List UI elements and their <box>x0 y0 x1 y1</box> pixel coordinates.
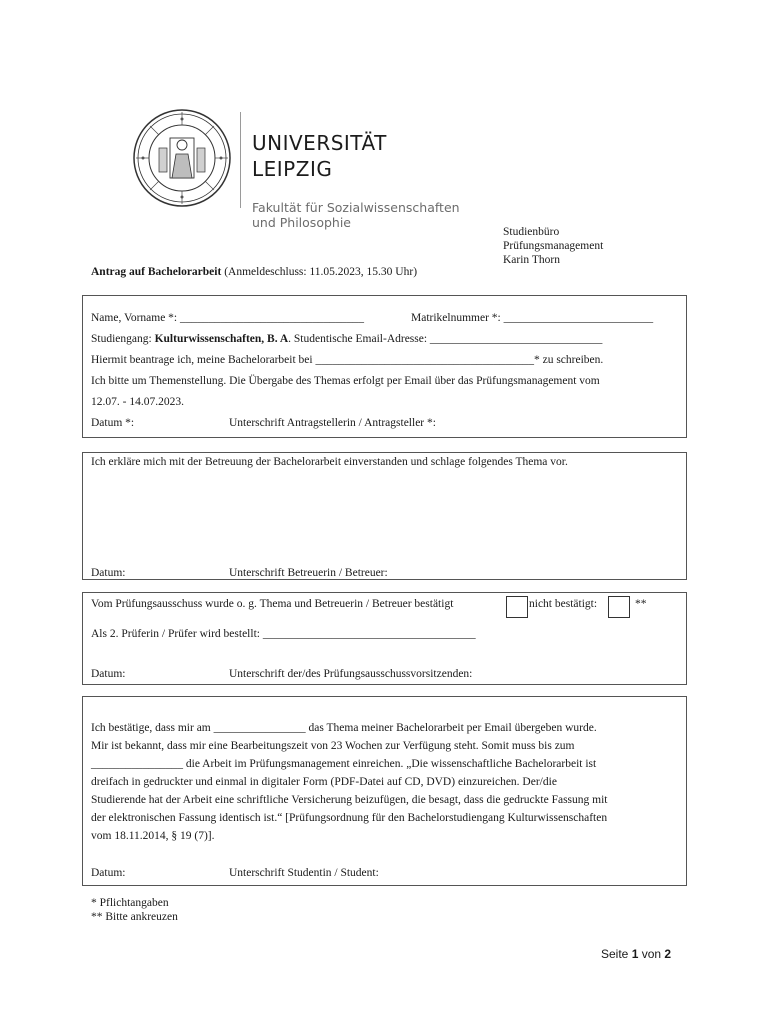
faculty-name-line2: und Philosophie <box>252 215 351 230</box>
applicant-signature-field[interactable]: Unterschrift Antragstellerin / Antragsteller *: <box>229 417 436 429</box>
confirmation-text-line: ________________ die Arbeit im Prüfungsmanagement einreichen. „Die wissenschaftliche Bachelorarbeit ist <box>91 758 597 770</box>
committee-date-field[interactable]: Datum: <box>91 668 126 680</box>
confirmation-text-line: Mir ist bekannt, dass mir eine Bearbeitungszeit von 23 Wochen zur Verfügung steht. Somit muss bis zum <box>91 740 575 752</box>
address-line-office: Studienbüro <box>503 226 560 238</box>
form-title-deadline: (Anmeldeschluss: 11.05.2023, 15.30 Uhr) <box>221 266 418 278</box>
email-field[interactable]: . Studentische Email-Adresse: ______________________________ <box>288 333 603 345</box>
not-confirmed-checkbox[interactable] <box>608 596 630 618</box>
university-name-line1: UNIVERSITÄT <box>252 131 387 155</box>
applicant-section <box>82 295 687 438</box>
confirmation-text-line: der elektronischen Fassung identisch ist.“ [Prüfungsordnung für den Bachelorstudiengang Kulturwissenschaften <box>91 812 608 824</box>
matrikel-field[interactable]: Matrikelnummer *: __________________________ <box>411 312 654 324</box>
double-star-marker: ** <box>635 598 647 610</box>
supervisor-request-field[interactable]: Hiermit beantrage ich, meine Bachelorarbeit bei ______________________________________* zu schreiben. <box>91 354 604 366</box>
student-signature-field[interactable]: Unterschrift Studentin / Student: <box>229 867 379 879</box>
committee-confirm-text: Vom Prüfungsausschuss wurde o. g. Thema und Betreuerin / Betreuer bestätigt <box>91 598 454 610</box>
supervisor-statement: Ich erkläre mich mit der Betreuung der Bachelorarbeit einverstanden und schlage folgendes Thema vor. <box>91 456 568 468</box>
supervisor-signature-field[interactable]: Unterschrift Betreuerin / Betreuer: <box>229 567 388 579</box>
committee-signature-field[interactable]: Unterschrift der/des Prüfungsausschussvorsitzenden: <box>229 668 473 680</box>
second-examiner-field[interactable]: Als 2. Prüferin / Prüfer wird bestellt: _____________________________________ <box>91 628 476 640</box>
committee-section <box>82 592 687 685</box>
address-line-department: Prüfungsmanagement <box>503 240 604 252</box>
address-line-contact: Karin Thorn <box>503 254 560 266</box>
student-confirmation-section <box>82 696 687 886</box>
not-confirmed-label: nicht bestätigt: <box>529 598 598 610</box>
confirmation-text-line: vom 18.11.2014, § 19 (7)]. <box>91 830 215 842</box>
topic-request-dates: 12.07. - 14.07.2023. <box>91 396 184 408</box>
confirmation-text-line: Ich bestätige, dass mir am ________________ das Thema meiner Bachelorarbeit per Email übergeben wurde. <box>91 722 597 734</box>
form-title <box>91 266 417 278</box>
studiengang-prefix: Studiengang: <box>91 333 155 345</box>
applicant-date-field[interactable]: Datum *: <box>91 417 135 429</box>
page-number <box>601 947 671 961</box>
faculty-name-line1: Fakultät für Sozialwissenschaften <box>252 200 460 215</box>
footnote-required: * Pflichtangaben <box>91 897 169 909</box>
university-name-line2: LEIPZIG <box>252 157 333 181</box>
confirmation-text-line: dreifach in gedruckter und einmal in digitaler Form (PDF-Datei auf CD, DVD) einzureichen. Der/die <box>91 776 557 788</box>
topic-request-text: Ich bitte um Themenstellung. Die Übergabe des Themas erfolgt per Email über das Prüfungsmanagement vom <box>91 375 600 387</box>
form-title-bold: Antrag auf Bachelorarbeit <box>91 266 222 278</box>
confirmed-checkbox[interactable] <box>506 596 528 618</box>
name-field[interactable]: Name, Vorname *: ________________________________ <box>91 312 365 324</box>
page-prefix: Seite <box>601 947 632 961</box>
supervisor-section <box>82 452 687 580</box>
university-seal-icon <box>132 108 232 208</box>
page-total: 2 <box>664 947 672 961</box>
page-middle: von <box>638 947 665 961</box>
student-date-field[interactable]: Datum: <box>91 867 126 879</box>
studiengang-value: Kulturwissenschaften, B. A <box>154 333 289 345</box>
studiengang-line <box>91 333 602 345</box>
confirmation-text-line: Studierende hat der Arbeit eine schriftliche Versicherung beizufügen, die besagt, dass die gedruckte Fassung mit <box>91 794 608 806</box>
supervisor-date-field[interactable]: Datum: <box>91 567 126 579</box>
footnote-checkbox: ** Bitte ankreuzen <box>91 911 178 923</box>
page-current: 1 <box>631 947 639 961</box>
logo-divider <box>240 112 241 208</box>
